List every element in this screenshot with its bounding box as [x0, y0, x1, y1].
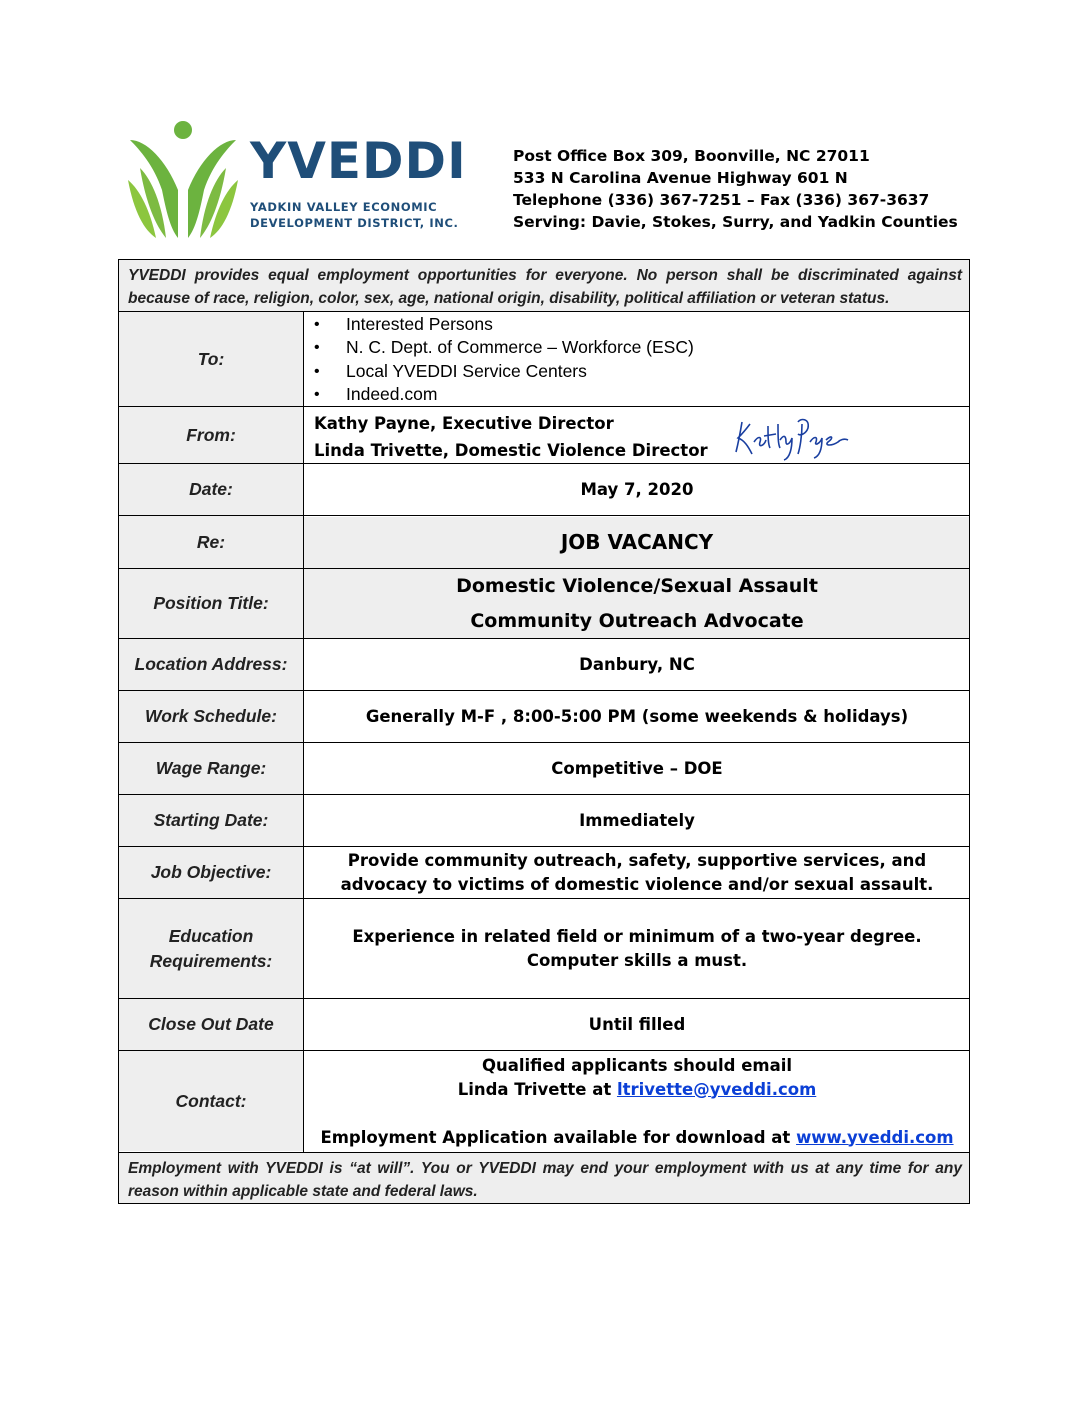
position-title-line1: Domestic Violence/Sexual Assault — [456, 574, 818, 597]
job-objective-value — [304, 847, 970, 898]
contact-line3 — [320, 1126, 953, 1150]
logo-figure-icon — [126, 120, 250, 242]
education-value — [304, 899, 970, 998]
position-title-line2: Community Outreach Advocate — [470, 609, 804, 632]
location-label: Location Address: — [134, 654, 288, 674]
row-divider — [118, 1152, 970, 1153]
logo-wordmark: YVEDDI — [250, 132, 467, 190]
education-label-line1: Education — [168, 925, 254, 946]
date-value: May 7, 2020 — [580, 479, 694, 499]
wage-range-value: Competitive – DOE — [551, 758, 723, 778]
education-label-line2: Requirements: — [149, 950, 273, 971]
list-item: • Interested Persons — [310, 313, 694, 336]
from-line-executive-director: Kathy Payne, Executive Director — [314, 414, 614, 433]
at-will-notice: Employment with YVEDDI is “at will”. You or YVEDDI may end your employment with us at any time for any reason within applicable state and federal laws. — [128, 1160, 962, 1200]
re-label: Re: — [196, 531, 226, 552]
list-item: • N. C. Dept. of Commerce – Workforce (ESC) — [310, 336, 694, 359]
contact-line2-prefix: Linda Trivette at — [457, 1079, 617, 1099]
position-title-value — [304, 569, 970, 638]
contact-line3-prefix: Employment Application available for download at — [320, 1127, 797, 1147]
work-schedule-value: Generally M-F , 8:00-5:00 PM (some weekends & holidays) — [365, 706, 909, 726]
contact-line2 — [458, 1078, 817, 1102]
list-item: • Local YVEDDI Service Centers — [310, 360, 694, 383]
education-line2: Computer skills a must. — [526, 950, 748, 970]
to-label: To: — [197, 348, 225, 369]
work-schedule-label: Work Schedule: — [145, 706, 277, 726]
job-objective-line2: advocacy to victims of domestic violence and/or sexual assault. — [340, 874, 934, 894]
education-label — [119, 899, 303, 998]
list-item: • Indeed.com — [310, 383, 694, 406]
re-value: JOB VACANCY — [560, 529, 714, 554]
job-objective-line1: Provide community outreach, safety, supportive services, and — [347, 850, 927, 870]
logo-subtitle-line1: YADKIN VALLEY ECONOMIC — [250, 200, 438, 214]
from-value — [314, 410, 708, 464]
location-value: Danbury, NC — [579, 654, 695, 674]
position-title-label: Position Title: — [153, 593, 269, 613]
close-out-date-label: Close Out Date — [148, 1014, 274, 1034]
signature-image — [728, 408, 856, 464]
email-link[interactable]: ltrivette@yveddi.com — [616, 1079, 817, 1099]
starting-date-value: Immediately — [579, 810, 695, 830]
address-block — [513, 145, 958, 233]
equal-opportunity-notice: YVEDDI provides equal employment opportunities for everyone. No person shall be discriminated against because of race, religion, color, sex, age, national origin, disability, political affiliation or veteran status. — [128, 267, 962, 307]
date-label: Date: — [189, 479, 233, 499]
education-line1: Experience in related field or minimum of a two-year degree. — [352, 926, 922, 946]
job-objective-label: Job Objective: — [150, 862, 272, 882]
address-line-street: 533 N Carolina Avenue Highway 601 N — [513, 169, 848, 187]
recipients-list — [310, 313, 694, 406]
close-out-date-value: Until filled — [588, 1014, 686, 1034]
address-line-phone: Telephone (336) 367-7251 – Fax (336) 367-3637 — [513, 191, 930, 209]
contact-label: Contact: — [175, 1091, 247, 1111]
contact-value — [304, 1051, 970, 1152]
wage-range-label: Wage Range: — [155, 758, 267, 778]
logo-subtitle-line2: DEVELOPMENT DISTRICT, INC. — [250, 216, 459, 230]
website-link[interactable]: www.yveddi.com — [796, 1127, 954, 1147]
from-label: From: — [186, 424, 236, 445]
address-line-po-box: Post Office Box 309, Boonville, NC 27011 — [513, 147, 870, 165]
from-line-dv-director: Linda Trivette, Domestic Violence Director — [314, 441, 708, 460]
starting-date-label: Starting Date: — [153, 810, 269, 830]
contact-line1: Qualified applicants should email — [481, 1055, 793, 1075]
address-line-serving: Serving: Davie, Stokes, Surry, and Yadkin Counties — [513, 213, 958, 231]
